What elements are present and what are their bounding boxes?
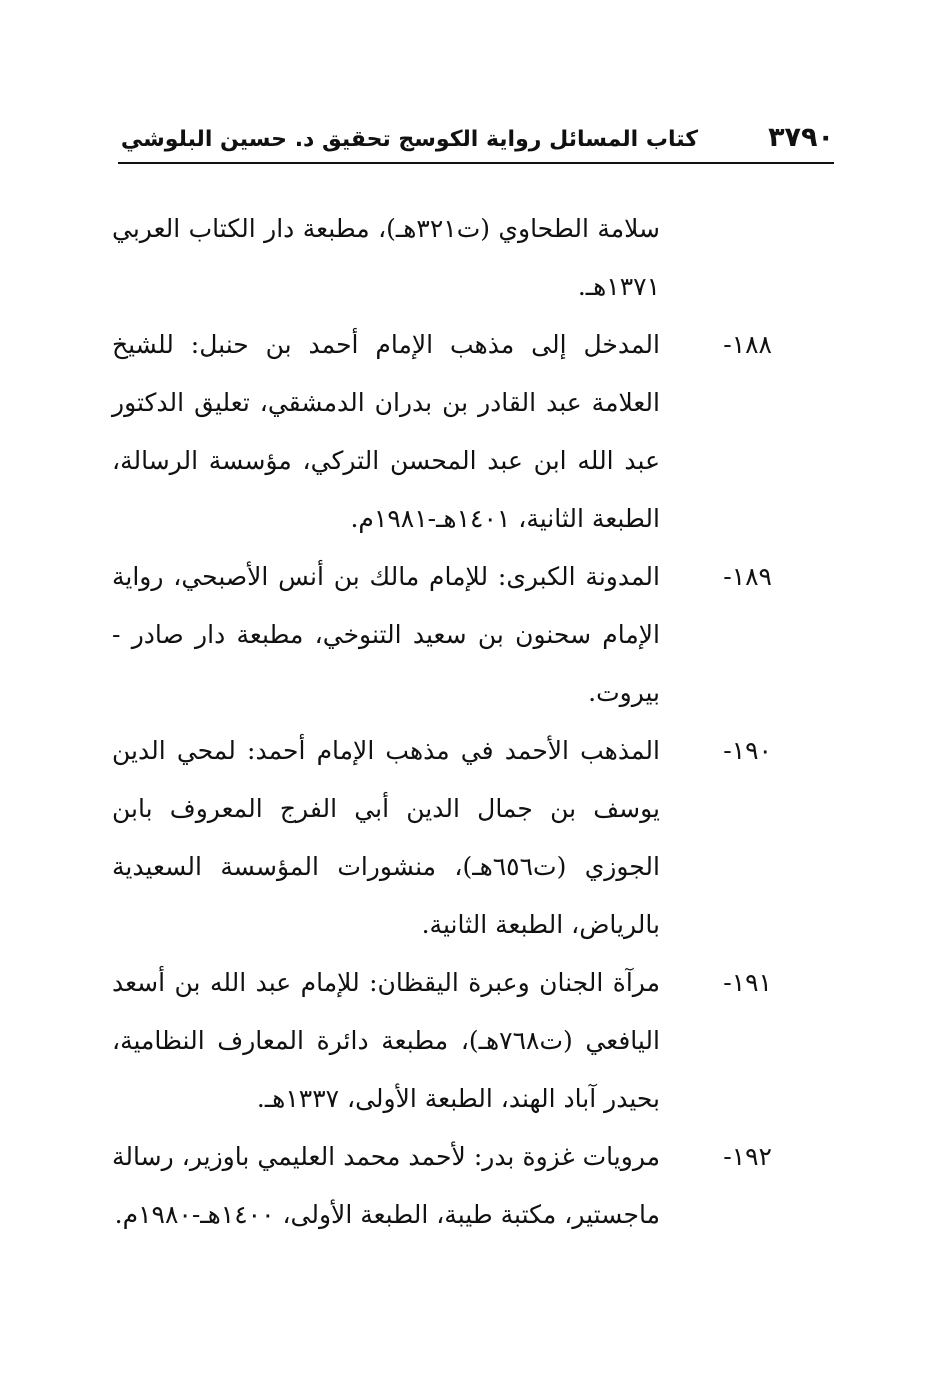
entry-number: ١٩٠- <box>723 736 772 765</box>
continuation-text: سلامة الطحاوي (ت٣٢١هـ)، مطبعة دار الكتاب العربي ١٣٧١هـ. <box>112 214 660 301</box>
bibliography-entry <box>112 954 772 1128</box>
entry-text: المدخل إلى مذهب الإمام أحمد بن حنبل: للشيخ العلامة عبد القادر بن بدران الدمشقي، تعليق الدكتور عبد الله ابن عبد المحسن التركي، مؤسسة الرسالة، الطبعة الثانية، ١٤٠١هـ-١٩٨١م. <box>112 330 660 533</box>
entry-text: مرويات غزوة بدر: لأحمد محمد العليمي باوزير، رسالة ماجستير، مكتبة طيبة، الطبعة الأولى، ١٤٠٠هـ-١٩٨٠م. <box>112 1142 660 1229</box>
bibliography-list <box>112 200 772 1244</box>
running-title: كتاب المسائل رواية الكوسج تحقيق د. حسين البلوشي <box>120 127 698 152</box>
bibliography-entry <box>112 316 772 548</box>
entry-text: المدونة الكبرى: للإمام مالك بن أنس الأصبحي، رواية الإمام سحنون بن سعيد التنوخي، مطبعة دار صادر - بيروت. <box>112 562 660 707</box>
page-number: ٣٧٩٠ <box>768 122 834 153</box>
entry-number: ١٨٨- <box>723 330 772 359</box>
running-header <box>118 118 834 162</box>
bibliography-entry <box>112 722 772 954</box>
continuation-entry <box>112 200 772 316</box>
entry-number: ١٩١- <box>723 968 772 997</box>
bibliography-entry <box>112 548 772 722</box>
entry-text: مرآة الجنان وعبرة اليقظان: للإمام عبد الله بن أسعد اليافعي (ت٧٦٨هـ)، مطبعة دائرة المعارف النظامية، بحيدر آباد الهند، الطبعة الأولى، ١٣٣٧هـ. <box>112 968 660 1113</box>
header-rule <box>118 162 834 164</box>
bibliography-entry <box>112 1128 772 1244</box>
entry-number: ١٩٢- <box>723 1142 772 1171</box>
entry-number: ١٨٩- <box>723 562 772 591</box>
entry-text: المذهب الأحمد في مذهب الإمام أحمد: لمحي الدين يوسف بن جمال الدين أبي الفرج المعروف بابن الجوزي (ت٦٥٦هـ)، منشورات المؤسسة السعيدية بالرياض، الطبعة الثانية. <box>112 736 660 939</box>
